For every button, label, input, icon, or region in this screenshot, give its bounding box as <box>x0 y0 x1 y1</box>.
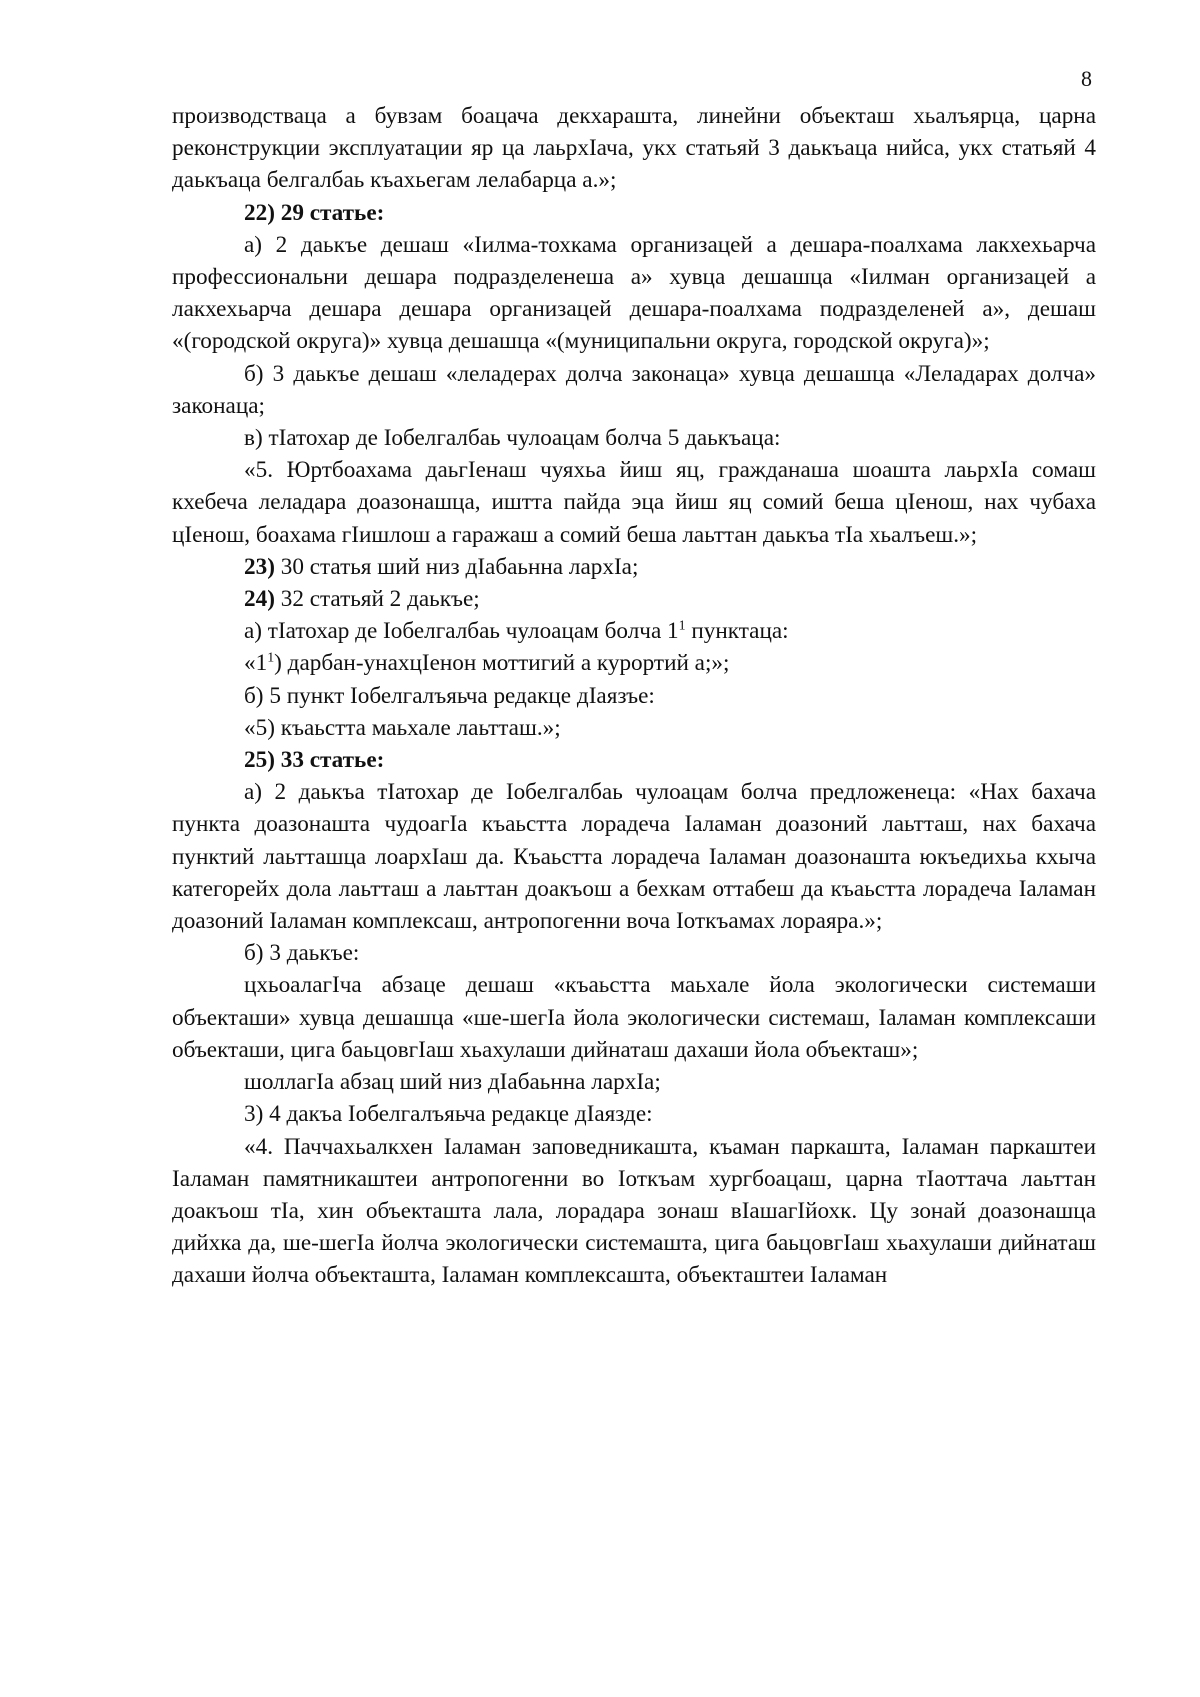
item-22-quote: «5. Юртбоахама даьгIенаш чуяхьа йиш яц, гражданаша шоашта лаьрхIа сомаш кхебеча леладара доазонашца, иштта пайда эца йиш яц сомий беша цIенош, нах чубаха цIенош, боахама гIишлош а гаражаш а сомий беша лаьттан даькъа тIа хьалъеш.»; <box>172 457 1096 548</box>
item-25-b: б) 3 даькъе: <box>244 940 360 967</box>
document-body <box>172 100 1096 1292</box>
item-22-heading: 22) 29 статье: <box>244 199 385 226</box>
item-25-heading: 25) 33 статье: <box>244 747 385 774</box>
item-22-a: а) 2 даькъе дешаш «Iилма-тохкама организацей а дешара-поалхама лакхехьарча профессиональни дешара подразделенеша а» хувца дешашца «Iилман организацей а лакхехьарча дешара дешара организацей дешара-поалхама подразделеней а», дешаш «(городской округа)» хувца дешашца «(муниципальни округа, городской округа)»; <box>172 231 1096 355</box>
item-25-b-second: шоллагIа абзац ший низ дIабаьнна лархIа; <box>244 1069 661 1096</box>
item-25-3: 3) 4 дакъа Iобелгалъяьча редакце дIаязде: <box>244 1101 653 1128</box>
item-24-b-quote: «5) къаьстта маьхале лаьтташ.»; <box>244 714 561 741</box>
page-number: 8 <box>1081 66 1092 91</box>
item-25-3-quote: «4. Паччахьалкхен Iаламан заповедникашта, къаман паркашта, Iаламан паркаштеи Iаламан памятникаштеи антропогенни во Iоткъам хургбоацаш, царна тIаоттача лаьттан доакъош тIа, хин объекташта лала, лорадара зонаш вIашагIйохк. Цу зонай доазонашца дийхка да, ше-шегIа йолча экологически системашта, цига баьцовгIаш хьахулаши дийнаташ дахаши йолча объекташта, Iаламан комплексашта, объекташтеи Iаламан <box>172 1133 1096 1289</box>
item-24-b: б) 5 пункт Iобелгалъяьча редакце дIаязъе: <box>244 682 655 709</box>
item-24-a: а) тIатохар де Iобелгалбаь чулоацам болча $1^1$ пунктаца: <box>244 618 789 645</box>
item-22-v: в) тIатохар де Iобелгалбаь чулоацам болча 5 даькъаца: <box>244 425 781 452</box>
paragraph-1: производстваца а бувзам боацача декхараштa, линейни объекташ хьалъярца, царна реконструкции эксплуатации яр ца лаьрхIача, укх статьяй 3 даькъаца нийса, укх статьяй 4 даькъаца белгалбаь къахьегам лелабарца а.»; <box>172 103 1096 194</box>
item-24-a-quote: «$1^1$) дарбан-унахцIенон моттигий а курортий а;»; <box>244 650 730 677</box>
item-25-b-first: цхьоалагIча абзаце дешаш «къаьстта маьхале йола экологически системаши объекташи» хувца дешашца «ше-шегIа йола экологически системаш, Iаламан комплексаши объекташи, цига баьцовгIаш хьахулаши дийнаташ дахаши йола объекташ»; <box>172 972 1096 1063</box>
item-25-a: а) 2 даькъа тIатохар де Iобелгалбаь чулоацам болча предложенеца: «Нах бахача пункта доазонашта чудоагIа къаьстта лорадеча Iаламан доазоний лаьтташ, нах бахача пунктий лаьтташца лоархIаш да. Къаьстта лорадеча Iаламан доазонашта юкъедихьа кхыча категорейх дола лаьтташ а лаьттан доакъош а бехкам оттабеш да къаьстта лорадеча Iаламан доазоний Iаламан комплексаш, антропогенни воча Iоткъамах лораяра.»; <box>172 779 1096 935</box>
item-23: 23) 30 статья ший низ дIабаьнна лархIа; <box>244 553 639 580</box>
item-22-b: б) 3 даькъе дешаш «леладерах долча законаца» хувца дешашца «Леладарах долча» законаца; <box>172 360 1096 419</box>
item-24: 24) 32 статьяй 2 даькъе; <box>244 586 480 613</box>
